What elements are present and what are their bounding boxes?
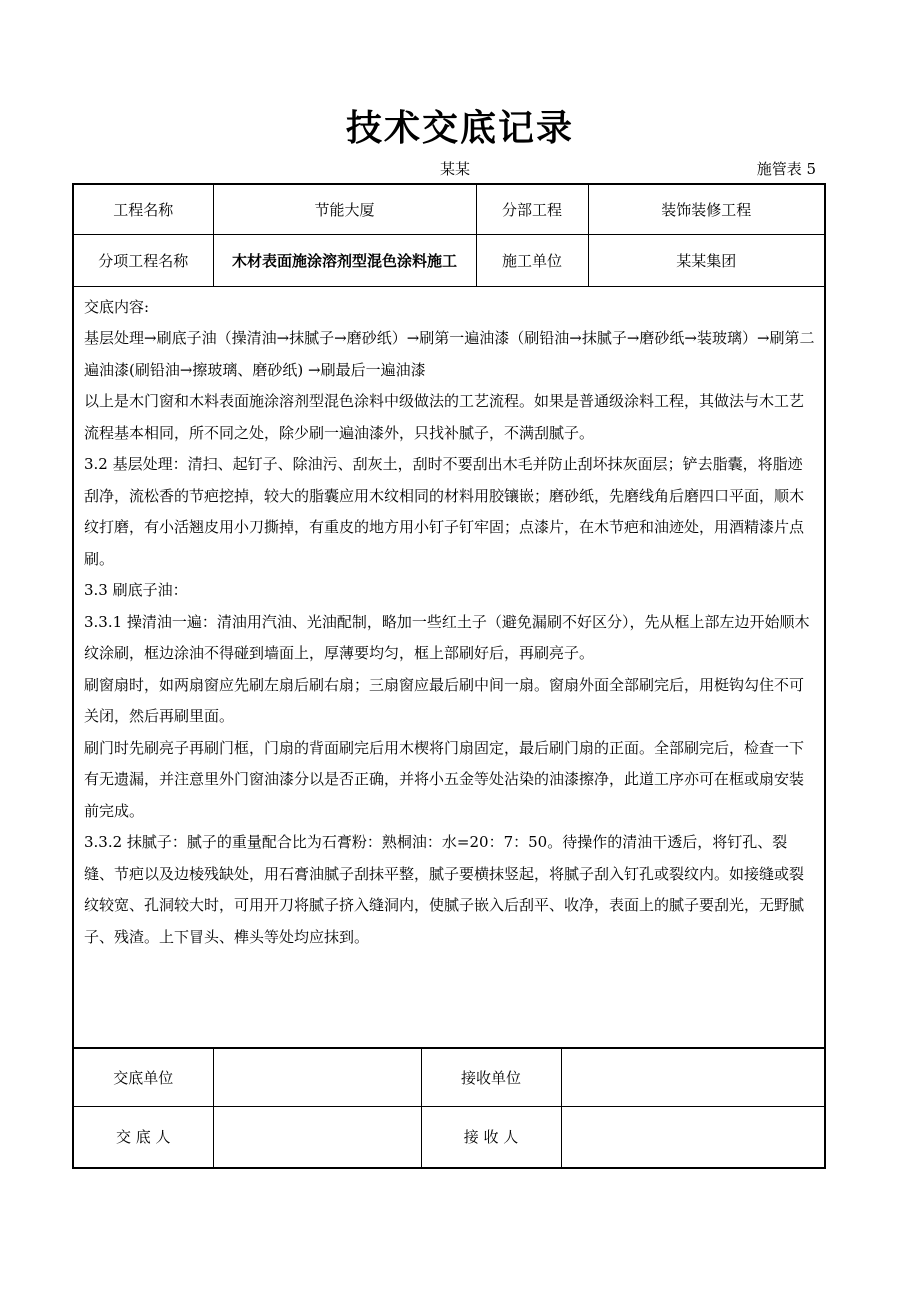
subitem-label: 分项工程名称 [73,234,213,286]
handover-unit-label: 交底单位 [73,1048,213,1107]
header-row-subitem [73,234,825,286]
receiver-field[interactable] [561,1107,825,1168]
project-name-value: 节能大厦 [213,184,476,234]
document-title: 技术交底记录 [345,108,574,149]
content-paragraph: 3.3.2 抹腻子：腻子的重量配合比为石膏粉：熟桐油：水=20：7：50。待操作的清油干透后，将钉孔、裂缝、节疤以及边棱残缺处，用石膏油腻子刮抹平整，腻子要横抹竖起，将腻子刮入钉孔或裂纹内。如接缝或裂纹较宽、孔洞较大时，可用开刀将腻子挤入缝洞内，使腻子嵌入后刮平、收净，表面上的腻子要刮光，无野腻子、残渣。上下冒头、榫头等处均应抹到。 [84,833,805,946]
content-row [73,286,825,1048]
content-paragraph: 交底内容: [84,297,150,316]
header-row-project [73,184,825,234]
handover-person-field[interactable] [213,1107,421,1168]
content-paragraph: 刷窗扇时，如两扇窗应先刷左扇后刷右扇；三扇窗应最后刷中间一扇。窗扇外面全部刷完后，用梃钩勾住不可关闭，然后再刷里面。 [84,675,805,725]
subitem-value: 木材表面施涂溶剂型混色涂料施工 [213,234,476,286]
content-paragraph: 3.3 刷底子油： [84,581,188,599]
project-name-label: 工程名称 [73,184,213,234]
signature-row-units [73,1048,825,1107]
content-paragraph: 基层处理→刷底子油（操清油→抹腻子→磨砂纸）→刷第一遍油漆（刷铅油→抹腻子→磨砂纸→装玻璃）→刷第二遍油漆(刷铅油→擦玻璃、磨砂纸) →刷最后一遍油漆 [84,329,815,379]
handover-unit-field[interactable] [213,1048,421,1107]
company-name: 某某 [439,160,470,178]
header-table [72,183,826,1049]
receiver-label: 接 收 人 [421,1107,561,1168]
signature-row-persons [73,1107,825,1168]
content-paragraph: 3.2 基层处理：清扫、起钉子、除油污、刮灰土，刮时不要刮出木毛并防止刮坏抹灰面层；铲去脂囊，将脂迹刮净，流松香的节疤挖掉，较大的脂囊应用木纹相同的材料用胶镶嵌；磨砂纸，先磨线角后磨四口平面，顺木纹打磨，有小活翘皮用小刀撕掉，有重皮的地方用小钉子钉牢固；点漆片，在木节疤和油迹处，用酒精漆片点刷。 [84,455,805,568]
content-paragraph: 刷门时先刷亮子再刷门框，门扇的背面刷完后用木楔将门扇固定，最后刷门扇的正面。全部刷完后，检查一下有无遗漏，并注意里外门窗油漆分以是否正确，并将小五金等处沾染的油漆擦净，此道工序亦可在框或扇安装前完成。 [84,738,805,820]
content-paragraph: 3.3.1 操清油一遍：清油用汽油、光油配制，略加一些红土子（避免漏刷不好区分），先从框上部左边开始顺木纹涂刷，框边涂油不得碰到墙面上，厚薄要均匀，框上部刷好后，再刷亮子。 [84,612,810,662]
division-label: 分部工程 [476,184,588,234]
division-value: 装饰装修工程 [588,184,825,234]
receiving-unit-field[interactable] [561,1048,825,1107]
contractor-value: 某某集团 [588,234,825,286]
content-paragraph: 以上是木门窗和木料表面施涂溶剂型混色涂料中级做法的工艺流程。如果是普通级涂料工程，其做法与木工艺流程基本相同，所不同之处，除少刷一遍油漆外，只找补腻子，不满刮腻子。 [84,392,805,442]
contractor-label: 施工单位 [476,234,588,286]
handover-content [73,286,825,1048]
receiving-unit-label: 接收单位 [421,1048,561,1107]
signature-table [72,1047,826,1169]
form-code: 施管表 5 [756,160,816,178]
handover-person-label: 交 底 人 [73,1107,213,1168]
